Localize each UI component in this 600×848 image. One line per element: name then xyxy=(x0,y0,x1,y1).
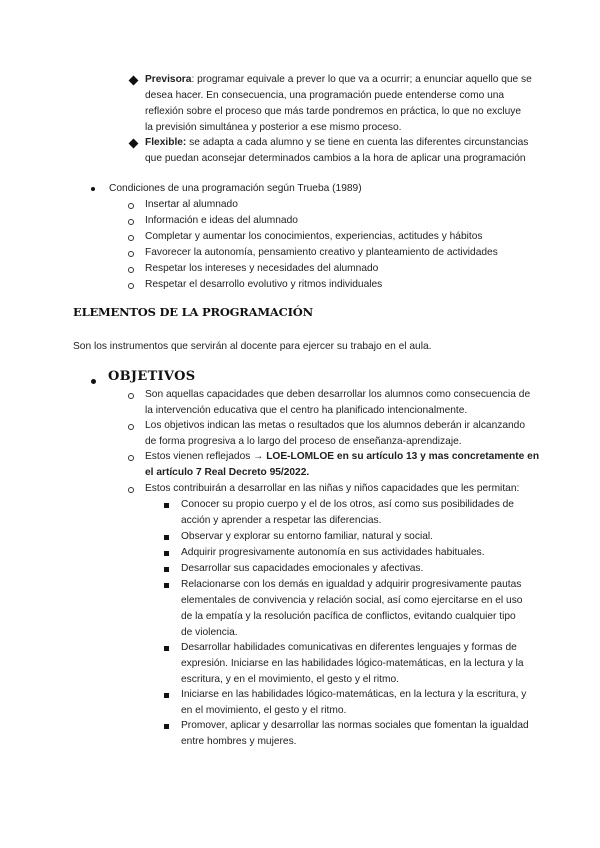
bullet-dot-icon xyxy=(91,187,95,191)
section-intro: Son los instrumentos que servirán al docente para ejercer su trabajo en el aula. xyxy=(73,341,432,352)
capacidad-line: escritura, y en el movimiento, el gesto y el ritmo. xyxy=(181,674,399,685)
capacidad-line: de la empatía y la resolución pacífica de conflictos, evitando cualquier tipo xyxy=(181,611,516,622)
circle-bullet-icon xyxy=(128,455,134,461)
square-bullet-icon xyxy=(164,535,169,540)
square-bullet-icon xyxy=(164,583,169,588)
circle-bullet-icon xyxy=(128,267,134,273)
previsora-line-3: reflexión sobre el proceso que más tarde pondremos en práctica, lo que no excluye xyxy=(145,106,522,117)
flexible-line-1: Flexible: se adapta a cada alumno y se tiene en cuenta las diferentes circunstancias xyxy=(145,137,529,148)
objetivos-p2-line-1: Los objetivos indican las metas o resultados que los alumnos deberán ir alcanzando xyxy=(145,420,525,431)
capacidad-line: Desarrollar habilidades comunicativas en diferentes lenguajes y formas de xyxy=(181,642,517,653)
flexible-line-2: que puedan aconsejar determinados cambios a la hora de aplicar una programación xyxy=(145,153,526,164)
capacidad-line: Adquirir progresivamente autonomía en sus actividades habituales. xyxy=(181,547,485,558)
objetivos-p2-line-2: de forma progresiva a lo largo del proceso de enseñanza-aprendizaje. xyxy=(145,436,462,447)
circle-bullet-icon xyxy=(128,487,134,493)
square-bullet-icon xyxy=(164,693,169,698)
capacidad-line: Observar y explorar su entorno familiar, natural y social. xyxy=(181,531,433,542)
circle-bullet-icon xyxy=(128,203,134,209)
objetivos-p3-line-1: Estos vienen reflejados → LOE-LOMLOE en su artículo 13 y mas concretamente en xyxy=(145,451,540,462)
circle-bullet-icon xyxy=(128,235,134,241)
section-title: ELEMENTOS DE LA PROGRAMACIÓN xyxy=(73,305,313,319)
previsora-line-2: desea hacer. En consecuencia, una programación puede entenderse como una xyxy=(145,90,505,101)
capacidad-line: expresión. Iniciarse en las habilidades lógico-matemáticas, en la lectura y la xyxy=(181,658,524,669)
objetivos-title: OBJETIVOS xyxy=(108,369,196,384)
circle-bullet-icon xyxy=(128,283,134,289)
capacidad-line: elementales de convivencia y relación social, así como ejercitarse en el uso xyxy=(181,595,523,606)
capacidad-line: de violencia. xyxy=(181,627,238,638)
bullet-dot-icon xyxy=(91,379,96,384)
previsora-line-1: Previsora: programar equivale a prever lo que va a ocurrir; a enunciar aquello que se xyxy=(145,74,532,85)
circle-bullet-icon xyxy=(128,393,134,399)
square-bullet-icon xyxy=(164,724,169,729)
circle-bullet-icon xyxy=(128,219,134,225)
square-bullet-icon xyxy=(164,646,169,651)
capacidad-line: entre hombres y mujeres. xyxy=(181,736,297,747)
circle-bullet-icon xyxy=(128,424,134,430)
objetivos-p3-line-2: el artículo 7 Real Decreto 95/2022. xyxy=(145,467,310,478)
condition-item: Insertar al alumnado xyxy=(145,199,238,210)
square-bullet-icon xyxy=(164,503,169,508)
circle-bullet-icon xyxy=(128,251,134,257)
square-bullet-icon xyxy=(164,551,169,556)
conditions-title: Condiciones de una programación según Trueba (1989) xyxy=(109,183,362,194)
diamond-bullet-icon xyxy=(129,76,139,86)
capacidad-line: Relacionarse con los demás en igualdad y adquirir progresivamente pautas xyxy=(181,579,522,590)
diamond-bullet-icon xyxy=(129,139,139,149)
capacidad-line: en el movimiento, el gesto y el ritmo. xyxy=(181,705,347,716)
condition-item: Favorecer la autonomía, pensamiento creativo y planteamiento de actividades xyxy=(145,247,498,258)
condition-item: Información e ideas del alumnado xyxy=(145,215,298,226)
objetivos-p1-line-2: la intervención educativa que el centro ha planificado intencionalmente. xyxy=(145,405,468,416)
previsora-line-4: la previsión simultánea y posterior a ese mismo proceso. xyxy=(145,122,402,133)
objetivos-p4: Estos contribuirán a desarrollar en las niñas y niños capacidades que les permitan: xyxy=(145,483,520,494)
capacidad-line: Desarrollar sus capacidades emocionales y afectivas. xyxy=(181,563,424,574)
capacidad-line: Iniciarse en las habilidades lógico-matemáticas, en la lectura y la escritura, y xyxy=(181,689,527,700)
capacidad-line: Conocer su propio cuerpo y el de los otros, así como sus posibilidades de xyxy=(181,499,514,510)
capacidad-line: Promover, aplicar y desarrollar las normas sociales que fomentan la igualdad xyxy=(181,720,529,731)
condition-item: Respetar el desarrollo evolutivo y ritmos individuales xyxy=(145,279,383,290)
condition-item: Respetar los intereses y necesidades del alumnado xyxy=(145,263,379,274)
square-bullet-icon xyxy=(164,567,169,572)
condition-item: Completar y aumentar los conocimientos, experiencias, actitudes y hábitos xyxy=(145,231,483,242)
capacidad-line: acción y aprender a respetar las diferencias. xyxy=(181,515,382,526)
objetivos-p1-line-1: Son aquellas capacidades que deben desarrollar los alumnos como consecuencia de xyxy=(145,389,531,400)
